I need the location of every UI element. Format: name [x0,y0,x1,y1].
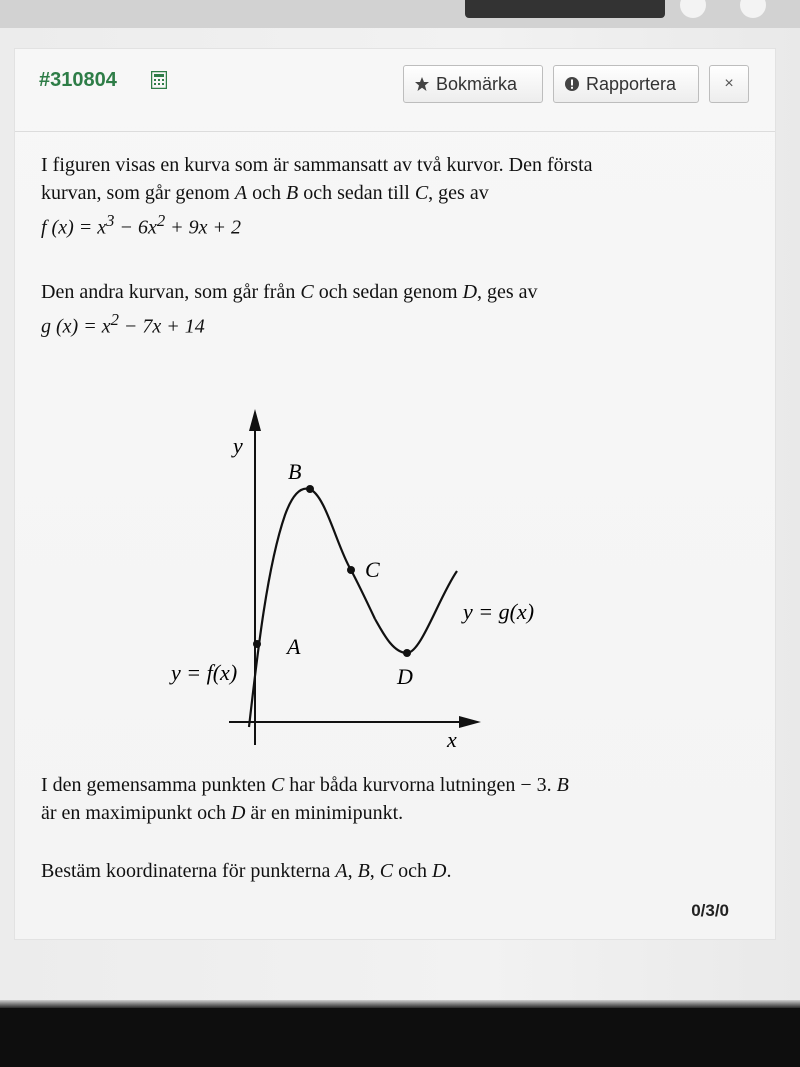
text-span: Bestäm koordinaterna för punkterna [41,860,336,882]
monitor-top-bar [0,0,800,28]
f-tail: + 9x + 2 [165,216,242,239]
text-span: och [393,860,433,882]
point-a-ref: A [234,182,248,204]
text-span: . [446,860,452,882]
f-exponent-3: 3 [106,211,115,230]
point-c-ref: C [414,182,429,204]
x-axis-label: x [447,727,457,752]
g-exponent-2: 2 [110,309,119,329]
top-control-dot [680,0,706,18]
point-b-ref: B [556,774,569,796]
g-formula [41,306,741,341]
text-span: kurvan, som går genom [41,182,235,204]
point-c-ref: C [379,860,394,882]
top-control-dot [740,0,766,18]
point-c-label: C [365,557,380,582]
f-exponent-2: 2 [156,211,166,230]
point-b-ref: B [285,182,299,204]
screen-bottom-edge [0,1000,800,1008]
point-d-ref: D [230,802,246,824]
task-paragraph [41,857,741,885]
text-span: , [347,860,358,882]
browser-dark-strip [465,0,665,18]
point-b-marker [306,485,314,493]
common-line-1 [41,771,741,799]
f-curve [249,489,375,727]
text-span: är en minimipunkt. [245,802,404,824]
point-c-ref: C [300,280,314,303]
common-point-paragraph [41,771,741,827]
star-icon [414,76,430,92]
point-a-ref: A [335,860,348,882]
f-formula [41,207,741,242]
g-lhs: g (x) = x [41,315,111,338]
close-button[interactable] [709,65,749,103]
point-c-marker [347,566,355,574]
text-span: Den andra kurvan, som går från [41,280,301,303]
report-button[interactable] [553,65,699,103]
text-span: och sedan till [298,182,415,204]
point-d-marker [403,649,411,657]
text-span: är en maximipunkt och [41,802,231,824]
score-indicator: 0/3/0 [691,901,729,920]
y-axis-label: y [233,433,243,458]
question-id[interactable]: #310804 [39,69,117,91]
text-span: har båda kurvorna lutningen − 3. [284,774,557,796]
second-paragraph [41,278,741,341]
point-b-ref: B [357,860,370,882]
text-span: I den gemensamma punkten [41,774,271,796]
f-mid: − 6x [114,216,157,239]
point-a-marker [253,640,261,648]
point-a-label: A [287,634,301,659]
g-curve [375,571,457,653]
intro-line-1: I figuren visas en kurva som är sammansatt av två kurvor. Den första [41,154,593,176]
f-lhs: f (x) = x [41,216,107,239]
bookmark-button[interactable] [403,65,543,103]
report-label: Rapportera [586,73,677,94]
intro-paragraph [41,151,741,242]
text-span: , ges av [428,182,489,204]
second-line-1 [41,278,741,306]
bookmark-label: Bokmärka [436,73,518,94]
g-curve-label: y = g(x) [463,599,535,624]
x-axis-arrow [459,716,481,728]
intro-line-2 [41,179,741,207]
point-d-ref: D [432,860,447,882]
point-c-ref: C [270,774,285,796]
text-span: , [369,860,380,882]
text-span: och sedan genom [313,280,463,303]
f-curve-label: y = f(x) [171,660,238,685]
question-text-lower [41,771,741,885]
g-tail: − 7x + 14 [118,315,205,338]
point-b-label: B [288,459,302,484]
calculator-icon[interactable] [151,71,167,89]
point-d-label: D [397,664,413,689]
question-text [41,151,741,340]
card-header [15,49,775,132]
exclamation-circle-icon [564,76,580,92]
text-span: och [247,182,286,204]
point-d-ref: D [462,280,478,303]
page-background [0,28,800,1008]
question-card [14,48,776,940]
common-line-2 [41,799,741,827]
monitor-bezel [0,1008,800,1067]
text-span: , ges av [477,280,538,303]
curve-figure [145,397,565,757]
y-axis-arrow [249,409,261,431]
close-icon: × [724,75,734,92]
